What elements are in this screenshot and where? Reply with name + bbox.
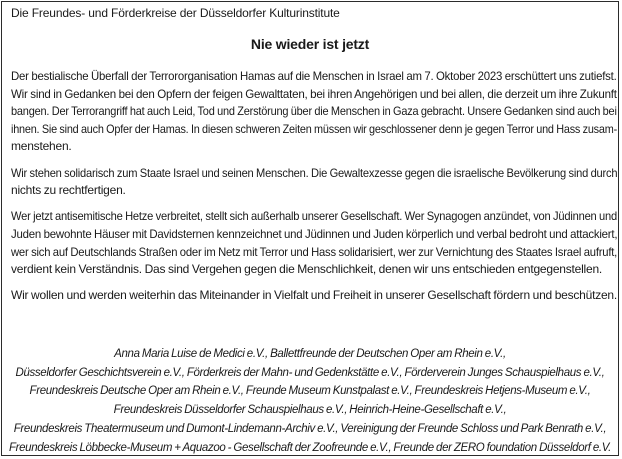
text-line: nichts zu rechtfertigen. [11, 183, 126, 198]
text-line: ihnen. Sie sind auch Opfer der Hamas. In diesen schweren Zeiten müssen wir geschlossener denn je gegen Terror und Hass zusam- [11, 121, 618, 136]
document-title: Nie wieder ist jetzt [250, 36, 370, 52]
text-line: Juden bewohnte Häuser mit Davidsternen kennzeichnet und Jüdinnen und Juden körperlich und verbal bedroht und attackiert, [11, 226, 618, 241]
paragraph [11, 68, 617, 156]
signatory-line: Düsseldorfer Geschichtsverein e.V., Förderkreis der Mahn- und Gedenkstätte e.V., Förderverein Junges Schauspielhaus e.V., [15, 366, 605, 379]
signatory-line: Freundeskreis Löbbecke-Museum + Aquazoo - Gesellschaft der Zoofreunde e.V., Freunde der ZERO foundation Düsseldorf e.V. [8, 441, 612, 454]
document-body [11, 68, 617, 314]
signatory-line: Freundeskreis Theatermuseum und Dumont-Lindemann-Archiv e.V., Vereinigung der Freunde Schloss und Park Benrath e.V., [13, 422, 607, 435]
text-line: Wir stehen solidarisch zum Staate Israel und seinen Menschen. Die Gewaltexzesse gegen die israelische Bevölkerung sind durch [11, 165, 618, 180]
paragraph [11, 208, 617, 278]
paragraph [11, 287, 617, 305]
text-line: Der bestialische Überfall der Terrororganisation Hamas auf die Menschen in Israel am 7. Oktober 2023 erschüttert uns zutiefst. [11, 69, 617, 83]
signatory-line: Freundeskreis Deutsche Oper am Rhein e.V., Freunde Museum Kunstpalast e.V., Freundeskreis Hetjens-Museum e.V., [29, 385, 591, 398]
paragraph [11, 165, 617, 200]
signatory-line: Anna Maria Luise de Medici e.V., Ballettfreunde der Deutschen Oper am Rhein e.V., [114, 348, 506, 360]
text-line: Wir sind in Gedanken bei den Opfern der feigen Gewalttaten, bei ihren Angehörigen und bei allen, die derzeit um ihre Zukunft [11, 86, 617, 101]
text-line: verdient kein Verständnis. Das sind Vergehen gegen die Menschlichkeit, denen wir uns entschieden entgegenstellen. [11, 262, 603, 277]
text-line: bangen. Der Terrorangriff hat auch Leid, Tod und Zerstörung über die Menschen in Gaza gebracht. Unsere Gedanken sind auch bei [11, 104, 617, 119]
signatory-line: Freundeskreis Düsseldorfer Schauspielhaus e.V., Heinrich-Heine-Gesellschaft e.V., [113, 404, 507, 417]
text-line: menstehen. [11, 139, 72, 154]
text-line: Wer jetzt antisemitische Hetze verbreitet, stellt sich außerhalb unserer Gesellschaft. Wer Synagogen anzündet, von Jüdinnen und [11, 209, 617, 224]
document-header: Die Freundes- und Förderkreise der Düsseldorfer Kulturinstitute [11, 6, 340, 20]
signatories-list [2, 345, 618, 457]
document-frame [1, 1, 619, 456]
text-line: wer sich auf Deutschlands Straßen oder im Netz mit Terror und Hass solidarisiert, wer zur Vernichtung des Staates Israel aufruft, [11, 244, 618, 259]
text-line: Wir wollen und werden weiterhin das Miteinander in Vielfalt und Freiheit in unserer Gesellschaft fördern und beschützen. [11, 288, 617, 303]
